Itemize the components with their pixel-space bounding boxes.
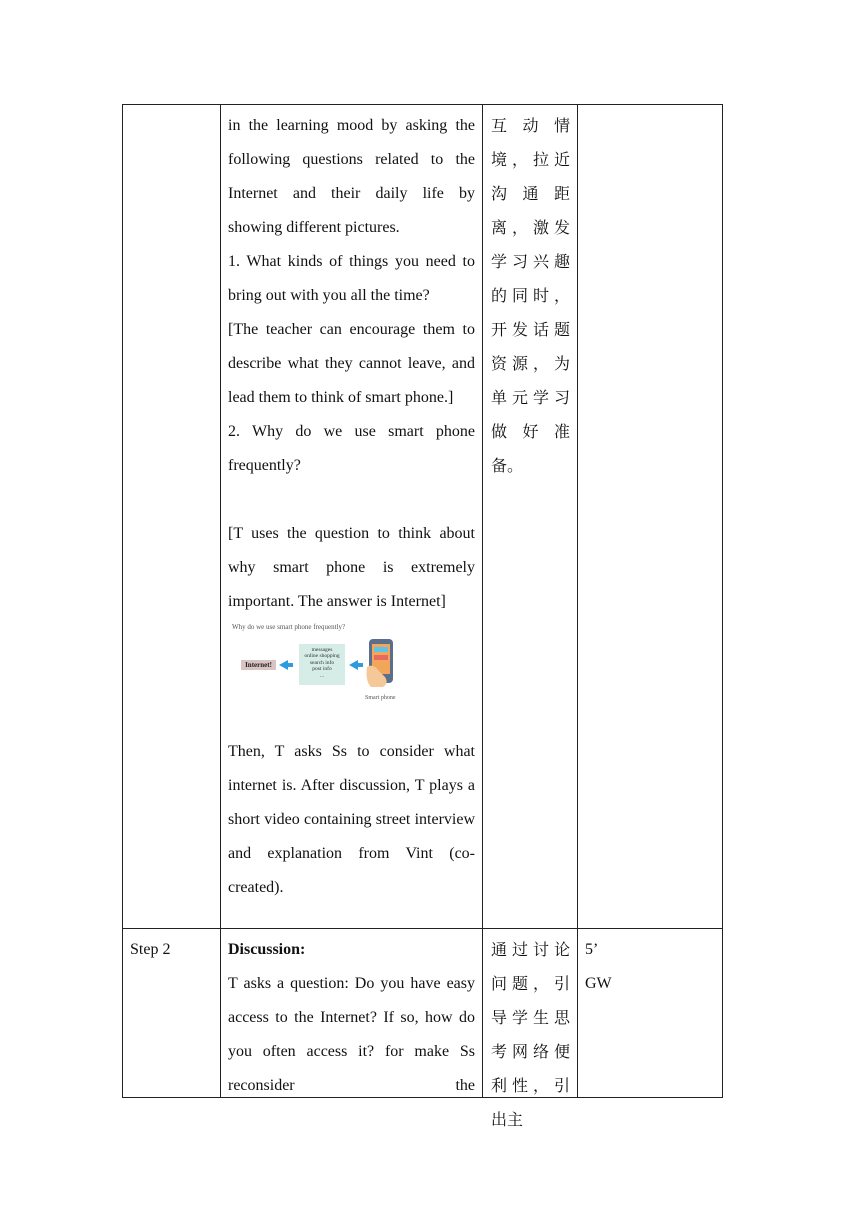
blank-line — [228, 483, 475, 517]
box-line: ... — [319, 672, 325, 679]
paragraph: Then, T asks Ss to consider what internet is. After discussion, T plays a short video containing street interview and explanation from Vint (co-created). — [228, 743, 475, 896]
left-arrow-icon — [349, 660, 358, 670]
content-cell — [221, 105, 483, 929]
step-cell — [123, 929, 221, 1098]
time-cell — [578, 105, 723, 929]
figure-title: Why do we use smart phone frequently? — [232, 623, 346, 631]
teacher-note: [T uses the question to think about why smart phone is extremely important. The answer is Internet] — [228, 525, 475, 610]
lesson-plan-table — [122, 104, 723, 1129]
question-1: 1. What kinds of things you need to bring out with you all the time? — [228, 253, 475, 304]
time-value — [578, 105, 722, 109]
table-row — [123, 929, 723, 1098]
section-heading: Discussion: — [228, 941, 306, 958]
teacher-note: [The teacher can encourage them to describe what they cannot leave, and lead them to think of smart phone.] — [228, 321, 475, 406]
box-line: post info — [312, 666, 332, 673]
smart-phone-icon — [365, 637, 397, 689]
purpose-text: 互动情境，拉近沟通距离，激发学习兴趣的同时，开发话题资源，为单元学习做好准备。 — [491, 116, 570, 475]
question-2: 2. Why do we use smart phone frequently? — [228, 423, 475, 474]
box-line: search info — [309, 659, 335, 666]
internet-label: Internet! — [241, 660, 276, 670]
time-value: 5’ — [585, 941, 599, 958]
content-cell — [221, 929, 483, 1098]
left-arrow-icon — [279, 660, 288, 670]
phone-label: Smart phone — [365, 695, 396, 701]
purpose-cell — [483, 105, 578, 929]
uses-box — [299, 644, 345, 685]
box-line: messages — [311, 647, 333, 653]
box-line: online shopping — [304, 653, 340, 660]
step-cell — [123, 105, 221, 929]
step-label: Step 2 — [130, 941, 171, 958]
time-cell — [578, 929, 723, 1098]
table-row — [123, 105, 723, 929]
paragraph: in the learning mood by asking the following questions related to the Internet and their daily life by showing different pictures. — [228, 117, 475, 236]
smart-phone-figure — [229, 623, 429, 723]
grouping-mode: GW — [585, 975, 612, 992]
purpose-cell — [483, 929, 578, 1129]
step-label — [123, 105, 220, 109]
purpose-text: 通过讨论问题，引导学生思考网络便利性，引出主 — [491, 940, 570, 1129]
paragraph: T asks a question: Do you have easy access to the Internet? If so, how do you often access it? for make Ss reconsider the — [228, 975, 475, 1094]
